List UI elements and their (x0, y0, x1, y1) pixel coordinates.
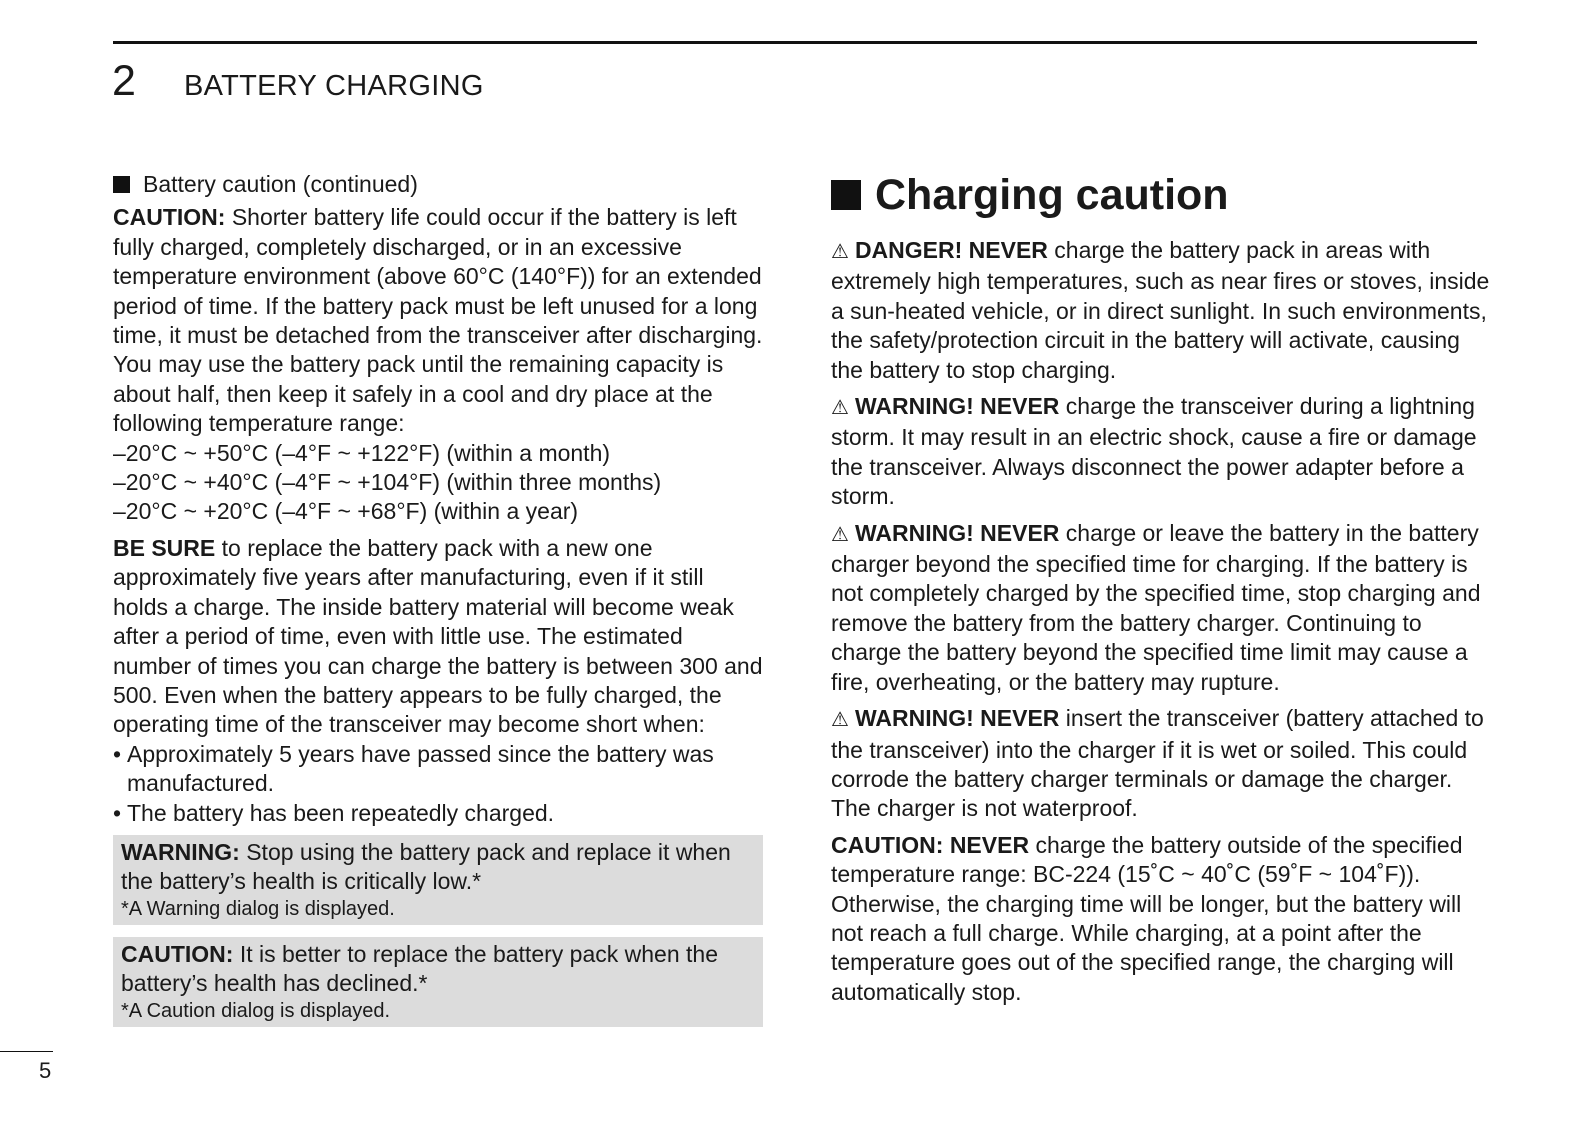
heading-text: Charging caution (875, 171, 1229, 219)
item-text: insert the transceiver (battery attached to the transceiver) into the charger if it is wet or soiled. This could corrode the battery charger terminals or damage the charger. The charger is not waterproof. (831, 705, 1484, 822)
item-label: WARNING! NEVER (854, 393, 1060, 420)
warning-triangle-icon: ⚠ (831, 397, 849, 420)
bullet-text: The battery has been repeatedly charged. (127, 799, 555, 826)
list-item (113, 799, 763, 828)
footer-rule (0, 1051, 53, 1052)
item-text: charge the battery outside of the specified temperature range: BC-224 (15˚C ~ 40˚C (59˚F ~ 104˚F)). Otherwise, the charging time will be longer, but the battery will not reach a full charge. While charging, at a point after the temperature goes out of the specified range, the charging will automatically stop. (831, 831, 1463, 1005)
range-line-year: –20°C ~ +20°C (–4°F ~ +68°F) (within a year) (113, 498, 579, 525)
left-column (113, 170, 763, 1027)
item-text: charge the transceiver during a lightning storm. It may result in an electric shock, cause a fire or damage the transceiver. Always disconnect the power adapter before a storm. (831, 393, 1477, 510)
item-text: charge the battery pack in areas with extremely high temperatures, such as near fires or stoves, inside a sun-heated vehicle, or in direct sunlight. In such environments, the safety/protection circuit in the battery will activate, causing the battery to stop charging. (831, 237, 1490, 383)
square-bullet-icon (831, 180, 861, 210)
bullet-text: Approximately 5 years have passed since the battery was manufactured. (127, 740, 714, 797)
range-line-month: –20°C ~ +50°C (–4°F ~ +122°F) (within a month) (113, 439, 611, 466)
item-label: WARNING! NEVER (854, 519, 1060, 546)
item-label: WARNING! NEVER (854, 705, 1060, 732)
chapter-title: BATTERY CHARGING (184, 70, 484, 102)
item-label: DANGER! NEVER (854, 237, 1048, 263)
be-sure-label: BE SURE (113, 534, 216, 561)
danger-item (831, 236, 1491, 385)
warning-item-lightning (831, 392, 1491, 512)
range-line-three-months: –20°C ~ +40°C (–4°F ~ +104°F) (within three months) (113, 469, 662, 496)
bullet-dot-icon: • (113, 799, 122, 826)
warning-note-box (113, 835, 763, 925)
page-number: 5 (39, 1058, 52, 1083)
warning-box-footnote: *A Warning dialog is displayed. (121, 897, 395, 920)
be-sure-paragraph (113, 534, 763, 740)
square-bullet-icon (113, 176, 130, 193)
list-item (113, 740, 763, 799)
caution-text: Shorter battery life could occur if the battery is left fully charged, completely discharged, or in an excessive temperature environment (above 60°C (140°F)) for an extended period of time. If the battery pack must be left unused for a long time, it must be detached from the transceiver after discharging. You may use the battery pack until the remaining capacity is about half, then keep it safely in a cool and dry place at the following temperature range: (113, 204, 763, 437)
warning-triangle-icon: ⚠ (831, 523, 849, 546)
warning-box-text: Stop using the battery pack and replace it when the battery’s health is critically low.* (121, 838, 731, 895)
chapter-number: 2 (112, 57, 136, 105)
warning-item-charge-time (831, 519, 1491, 697)
charging-caution-heading (831, 170, 1491, 220)
section-label: Battery caution (continued) (143, 171, 418, 197)
caution-box-label: CAUTION: (121, 940, 234, 967)
section-heading (113, 170, 763, 199)
warning-triangle-icon: ⚠ (831, 241, 849, 263)
caution-label: CAUTION: (113, 204, 226, 231)
header-rule (113, 41, 1477, 44)
caution-box-text: It is better to replace the battery pack when the battery’s health has declined.* (121, 940, 718, 997)
right-column (831, 170, 1491, 1014)
item-text: charge or leave the battery in the battery charger beyond the specified time for charging. If the battery is not completely charged by the specified time, stop charging and remove the battery from the battery charger. Continuing to charge the battery beyond the specified time limit may cause a fire, overheating, or the battery may rupture. (831, 519, 1481, 695)
caution-paragraph (113, 203, 763, 526)
bullet-dot-icon: • (113, 740, 122, 767)
warning-triangle-icon: ⚠ (831, 709, 849, 732)
caution-item-temperature (831, 831, 1491, 1007)
be-sure-text: to replace the battery pack with a new one approximately five years after manufacturing, even if it still holds a charge. The inside battery material will become weak after a period of time, even with little use. The estimated number of times you can charge the battery is between 300 and 500. Even when the battery appears to be fully charged, the operating time of the transceiver may become short when: (113, 534, 763, 738)
caution-note-box (113, 937, 763, 1027)
warning-item-wet (831, 704, 1491, 824)
caution-box-footnote: *A Caution dialog is displayed. (121, 999, 391, 1022)
item-label: CAUTION: NEVER (831, 831, 1030, 858)
warning-box-label: WARNING: (121, 838, 240, 865)
